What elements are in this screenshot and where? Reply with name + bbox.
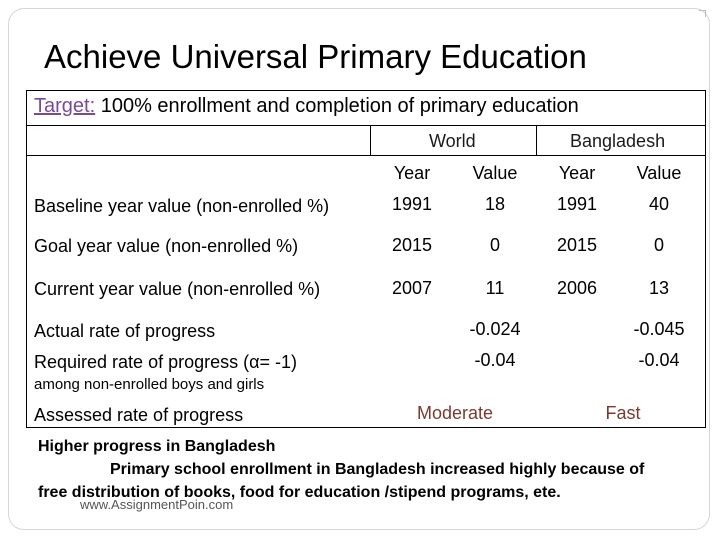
cell-required-world: -0.04 <box>474 350 516 370</box>
cell-goal-bd-year: 2015 <box>556 235 598 255</box>
col-header-bd-year: Year <box>558 163 596 183</box>
row-sublabel-required-rate: among non-enrolled boys and girls <box>34 376 265 393</box>
table-divider-label <box>370 125 371 155</box>
row-label-assessed-rate: Assessed rate of progress <box>34 405 244 425</box>
row-label-goal: Goal year value (non-enrolled %) <box>34 236 299 256</box>
cell-baseline-world-year: 1991 <box>391 194 433 214</box>
cell-current-bd-value: 13 <box>648 278 670 298</box>
col-header-world-value: Value <box>472 163 518 183</box>
watermark-text: www.AssignmentPoin.com <box>80 497 234 512</box>
footer-line-1: Primary school enrollment in Bangladesh increased highly because of <box>110 461 645 478</box>
cell-required-bd: -0.04 <box>638 350 680 370</box>
cell-actual-bd: -0.045 <box>633 319 685 339</box>
group-header-bangladesh: Bangladesh <box>570 131 666 151</box>
row-label-baseline: Baseline year value (non-enrolled %) <box>34 196 330 216</box>
cell-baseline-bd-value: 40 <box>648 194 670 214</box>
group-header-world: World <box>429 131 476 151</box>
table-rule-top <box>26 125 706 126</box>
target-statement <box>34 95 579 118</box>
target-label: Target: <box>34 95 96 117</box>
col-header-bd-value: Value <box>636 163 682 183</box>
footer-heading: Higher progress in Bangladesh <box>38 438 276 455</box>
table-rule-header <box>26 155 706 156</box>
row-label-actual-rate: Actual rate of progress <box>34 321 216 341</box>
cell-current-world-value: 11 <box>485 278 505 298</box>
row-label-current: Current year value (non-enrolled %) <box>34 279 321 299</box>
cell-goal-world-value: 0 <box>489 235 500 255</box>
corner-mark <box>699 10 706 17</box>
slide-title: Achieve Universal Primary Education <box>44 38 587 75</box>
cell-baseline-bd-year: 1991 <box>556 194 598 214</box>
cell-goal-bd-value: 0 <box>653 235 664 255</box>
cell-actual-world: -0.024 <box>469 319 521 339</box>
cell-assessed-world: Moderate <box>416 403 494 423</box>
row-label-required-rate: Required rate of progress (α= -1) <box>34 352 298 372</box>
cell-current-world-year: 2007 <box>391 278 433 298</box>
target-text: 100% enrollment and completion of primary education <box>95 95 579 117</box>
cell-assessed-bd: Fast <box>605 403 641 423</box>
table-divider-groups <box>536 125 537 155</box>
col-header-world-year: Year <box>393 163 431 183</box>
footer-line-2: free distribution of books, food for education /stipend programs, ete. <box>38 484 561 501</box>
cell-goal-world-year: 2015 <box>391 235 433 255</box>
cell-baseline-world-value: 18 <box>484 194 506 214</box>
cell-current-bd-year: 2006 <box>556 278 598 298</box>
